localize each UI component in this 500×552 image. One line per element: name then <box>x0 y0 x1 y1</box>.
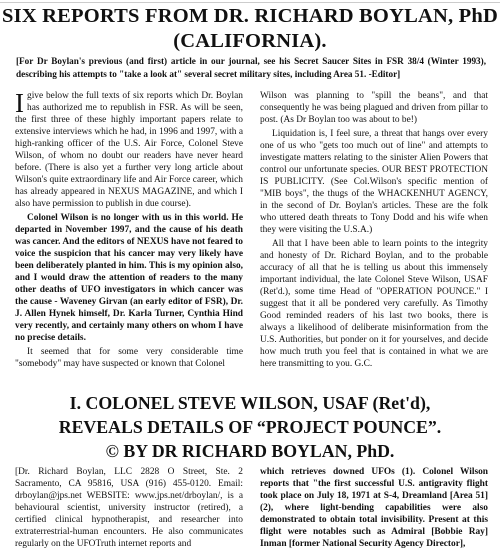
article-title-line2: (CALIFORNIA). <box>173 30 327 52</box>
editor-intro: [For Dr Boylan's previous (and first) article in our journal, see his Secret Saucer Sites in FSR 38/4 (Winter 1993), describing his attempts to "take a look at" several secret military sites, including Area 51. -Editor] <box>16 56 486 79</box>
left-paragraph-3: It seemed that for some very considerable time "somebody" may have suspected or known that Colonel <box>15 347 243 369</box>
section-title <box>0 391 500 463</box>
article-columns <box>15 88 488 390</box>
section-right-column <box>260 466 488 552</box>
section-left-column <box>15 466 243 552</box>
section-right-text: which retrieves downed UFOs (1). Colonel Wilson reports that "the first successful U.S. antigravity flight took place on July 18, 1971 at S-4, Dreamland [Area 51] (2), where light-bending capabilities were also demonstrated to obtain total invisibility. Present at this flight were notables such as Admiral [Bobbie Ray] Inman [former National Security Agency Director], <box>260 467 488 549</box>
right-paragraph-1: Wilson was planning to "spill the beans", and that consequently he was being plagued and driven from pillar to post. (As Dr Boylan too was about to be!) <box>260 91 488 125</box>
article-title-line1: SIX REPORTS FROM DR. RICHARD BOYLAN, PhD <box>2 5 498 27</box>
section-title-line1: I. COLONEL STEVE WILSON, USAF (Ret'd), <box>69 393 431 413</box>
author-bio: [Dr. Richard Boylan, LLC 2828 O Street, Ste. 2 Sacramento, CA 95816, USA (916) 455-0120. Email: drboylan@jps.net WEBSITE: www.jps.net/drboylan/, is a behavioural scientist, university instructor (retired), a certified clinical hypnotherapist, and researcher into extraterrestrial-human encounters. He also communicates regularly on the UFOTruth internet reports and <box>15 467 243 549</box>
left-column <box>15 90 243 372</box>
section-title-line2: REVEALS DETAILS OF “PROJECT POUNCE”. <box>58 417 442 437</box>
section-columns <box>15 466 488 549</box>
left-paragraph-1-text: give below the full texts of six reports which Dr. Boylan has authorized me to republish in FSR. As will be seen, the first three of these highly important papers relate to extensive interviews which he had, in 1996 and 1997, with a high-ranking officer of the U.S. Air Force, Colonel Steve Wilson, of whom no doubt our readers have never heard before. (There is also yet a further very long article about Wilson's quite extraordinary life and Air Force career, which has already appeared in NEXUS MAGAZINE, and which I also have permission to publish in due course). <box>15 91 243 209</box>
right-column <box>260 90 488 372</box>
right-paragraph-2: Liquidation is, I feel sure, a threat that hangs over every one of us who "gets too much out of line" and attempts to investigate matters relating to the sinister Alien Powers that control our unfortunate species. OUR BEST PROTECTION IS PUBLICITY. (See Col.Wilson's specific mention of "MIB boys", the thugs of the WHACKENHUT AGENCY, in the second of Dr. Boylan's articles. These are the folk who uttered death threats to Tony Dodd and his wife when they were visiting the U.S.A.) <box>260 129 488 235</box>
section-title-line3: © BY DR RICHARD BOYLAN, PhD. <box>105 441 395 461</box>
drop-cap: I <box>15 88 24 118</box>
right-paragraph-3: All that I have been able to learn points to the integrity and honesty of Dr. Richard Boylan, and to the probable accuracy of all that he is telling us about this immensely important individual, the late Colonel Steve Wilson, USAF (Ret'd.), some time Head of "OPERATION POUNCE." I suggest that it all be pondered very carefully. As Timothy Good reminded readers of his last two books, there is always a likelihood of deliberate misinformation from the U.S. Authorities, but ponder on it for yourselves, and decide how much truth you feel that is contained in what we are here transmitting to you. G.C. <box>260 239 488 369</box>
left-paragraph-1 <box>15 90 243 210</box>
article-title <box>0 4 500 54</box>
left-paragraph-2: Colonel Wilson is no longer with us in this world. He departed in November 1997, and the cause of his death was cancer. And the editors of NEXUS have not feared to voice the suspicion that his cancer may very likely have been deliberately planted in him. This is my opinion also, and I would draw the attention of readers to the many other deaths of UFO investigators in which cancer was the cause - Waveney Girvan (an early editor of FSR), Dr. J. Allen Hynek himself, Dr. Karla Turner, Cynthia Hind very recently, and certainly many others on whom I have no precise details. <box>15 213 243 343</box>
